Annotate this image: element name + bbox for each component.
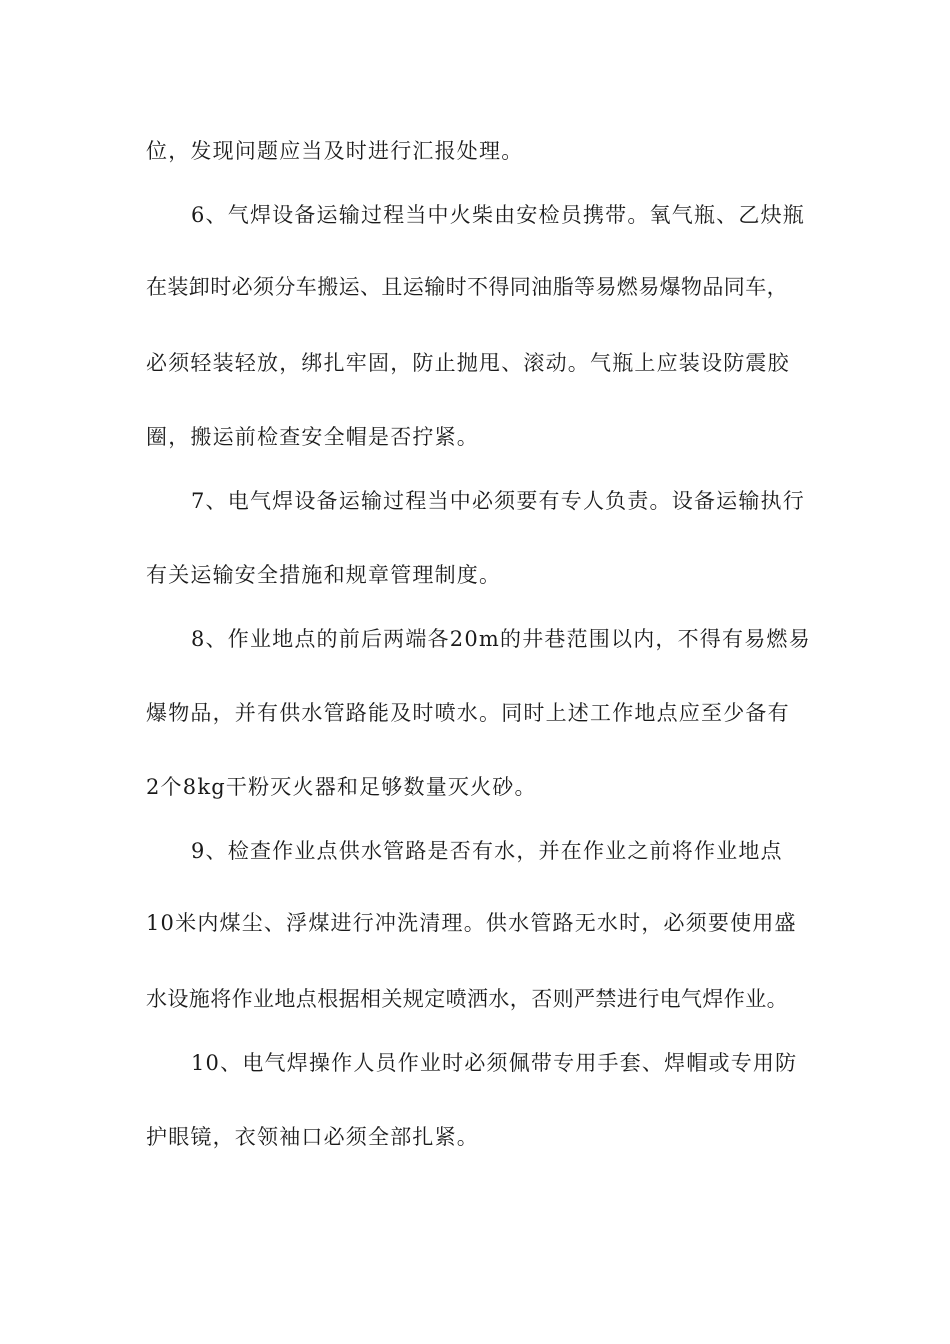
text-line: 有关运输安全措施和规章管理制度。 (146, 563, 502, 587)
text-line: 在装卸时必须分车搬运、且运输时不得同油脂等易燃易爆物品同车， (146, 275, 788, 299)
text-line: 圈，搬运前检查安全帽是否拧紧。 (146, 425, 479, 449)
text-line: 爆物品，并有供水管路能及时喷水。同时上述工作地点应至少备有 (146, 701, 790, 725)
text-line: 2个8kg干粉灭火器和足够数量灭火砂。 (146, 775, 537, 799)
text-line: 水设施将作业地点根据相关规定喷洒水，否则严禁进行电气焊作业。 (146, 987, 788, 1011)
text-line: 6、气焊设备运输过程当中火柴由安检员携带。氧气瓶、乙炔瓶 (191, 203, 805, 227)
text-line: 护眼镜，衣领袖口必须全部扎紧。 (146, 1125, 479, 1149)
text-line: 10米内煤尘、浮煤进行冲洗清理。供水管路无水时，必须要使用盛 (146, 911, 797, 935)
text-line: 9、检查作业点供水管路是否有水，并在作业之前将作业地点 (191, 839, 783, 863)
text-line: 10、电气焊操作人员作业时必须佩带专用手套、焊帽或专用防 (191, 1051, 798, 1075)
text-line: 位，发现问题应当及时进行汇报处理。 (146, 139, 524, 163)
text-line: 8、作业地点的前后两端各20m的井巷范围以内，不得有易燃易 (191, 627, 811, 651)
text-line: 7、电气焊设备运输过程当中必须要有专人负责。设备运输执行 (191, 489, 805, 513)
text-line: 必须轻装轻放，绑扎牢固，防止抛甩、滚动。气瓶上应装设防震胶 (146, 351, 790, 375)
